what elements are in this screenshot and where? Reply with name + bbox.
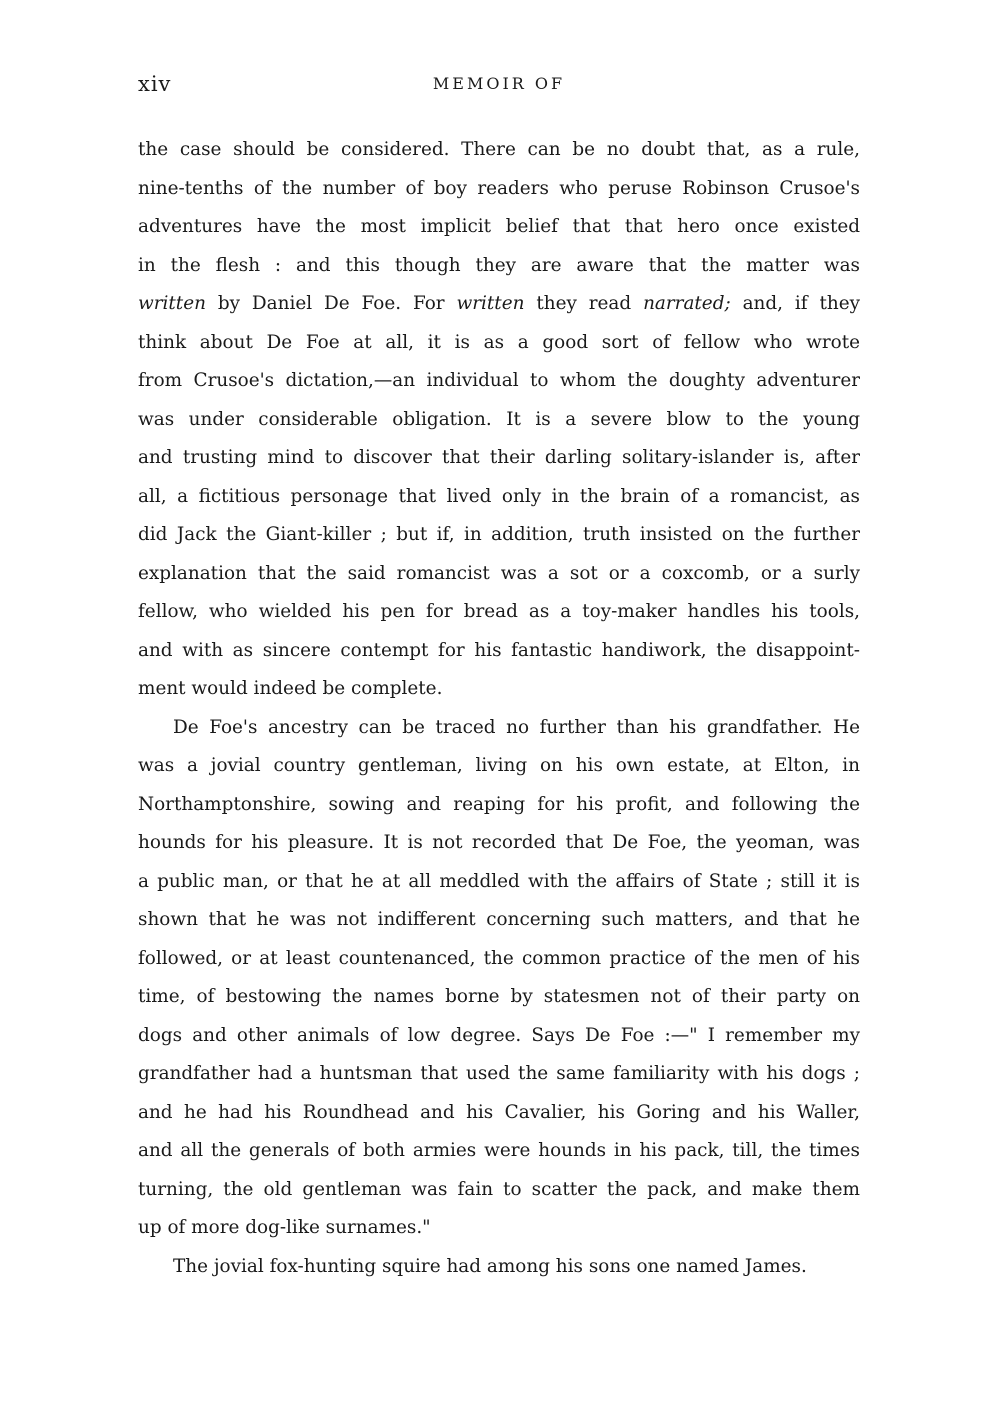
line-text: shown that he was not indifferent concerning such matters, and that he <box>138 909 860 930</box>
text-line <box>138 478 860 517</box>
line-text: they read <box>524 293 644 314</box>
text-line <box>138 747 860 786</box>
text-line <box>138 901 860 940</box>
line-text: and he had his Roundhead and his Cavalier, his Goring and his Waller, <box>138 1101 860 1123</box>
line-text: and, if they <box>730 293 860 314</box>
text-line <box>138 1132 860 1171</box>
line-text: the case should be considered. There can be no doubt that, as a rule, <box>138 139 860 160</box>
text-line <box>138 632 860 671</box>
line-text: grandfather had a huntsman that used the same familiarity with his dogs ; <box>138 1063 860 1084</box>
text-line <box>138 401 860 440</box>
line-text: The jovial fox-hunting squire had among his sons one named James. <box>173 1255 807 1277</box>
text-line <box>138 439 860 478</box>
page-header <box>138 72 860 102</box>
line-text: nine-tenths of the number of boy readers who peruse Robinson Crusoe's <box>138 177 860 199</box>
paragraph <box>138 709 860 1248</box>
running-head: MEMOIR OF <box>432 74 566 93</box>
text-line <box>138 555 860 594</box>
line-text: turning, the old gentleman was fain to scatter the pack, and make them <box>138 1178 860 1200</box>
line-text: Northamptonshire, sowing and reaping for his profit, and following the <box>138 793 860 815</box>
text-line <box>138 863 860 902</box>
line-text: up of more dog-like surnames." <box>138 1217 431 1238</box>
line-text: did Jack the Giant-killer ; but if, in addition, truth insisted on the further <box>138 524 860 545</box>
line-text: fellow, who wielded his pen for bread as a toy-maker handles his tools, <box>138 601 860 622</box>
text-line <box>138 285 860 324</box>
text-line <box>138 940 860 979</box>
line-text: in the flesh : and this though they are aware that the matter was <box>138 254 860 276</box>
italic-text: narrated; <box>643 293 731 314</box>
text-line <box>138 824 860 863</box>
text-line <box>138 593 860 632</box>
page-number: xiv <box>138 72 172 96</box>
text-line <box>138 709 860 748</box>
text-line <box>138 516 860 555</box>
line-text: was a jovial country gentleman, living on his own estate, at Elton, in <box>138 755 860 776</box>
text-line <box>138 1017 860 1056</box>
line-text: and trusting mind to discover that their darling solitary-islander is, after <box>138 447 860 468</box>
line-text: ment would indeed be complete. <box>138 678 443 699</box>
line-text: explanation that the said romancist was a sot or a coxcomb, or a surly <box>138 562 860 584</box>
paragraph <box>138 131 860 709</box>
text-line <box>138 362 860 401</box>
italic-text: written <box>138 293 206 314</box>
text-line <box>138 1209 860 1248</box>
line-text: all, a fictitious personage that lived only in the brain of a romancist, as <box>138 485 860 507</box>
line-text: De Foe's ancestry can be traced no further than his grandfather. He <box>173 716 860 738</box>
text-line <box>138 324 860 363</box>
text-line <box>138 978 860 1017</box>
text-line <box>138 1171 860 1210</box>
line-text: and all the generals of both armies were hounds in his pack, till, the times <box>138 1140 860 1161</box>
line-text: dogs and other animals of low degree. Says De Foe :—" I remember my <box>138 1024 860 1046</box>
paragraph <box>138 1248 860 1287</box>
text-line <box>138 670 860 709</box>
text-line <box>138 131 860 170</box>
text-line <box>138 208 860 247</box>
text-line <box>138 1248 860 1287</box>
line-text: a public man, or that he at all meddled with the affairs of State ; still it is <box>138 870 860 892</box>
text-line <box>138 247 860 286</box>
line-text: hounds for his pleasure. It is not recorded that De Foe, the yeoman, was <box>138 832 860 853</box>
text-line <box>138 170 860 209</box>
text-line <box>138 1055 860 1094</box>
line-text: adventures have the most implicit belief that that hero once existed <box>138 216 860 237</box>
line-text: time, of bestowing the names borne by statesmen not of their party on <box>138 986 860 1007</box>
line-text: followed, or at least countenanced, the common practice of the men of his <box>138 947 860 969</box>
page-body <box>138 131 860 1286</box>
line-text: think about De Foe at all, it is as a good sort of fellow who wrote <box>138 331 860 353</box>
text-line <box>138 786 860 825</box>
line-text: by Daniel De Foe. For <box>205 293 457 314</box>
line-text: was under considerable obligation. It is a severe blow to the young <box>138 408 860 430</box>
line-text: and with as sincere contempt for his fantastic handiwork, the disappoint- <box>138 639 860 661</box>
line-text: from Crusoe's dictation,—an individual to whom the doughty adventurer <box>138 370 860 391</box>
italic-text: written <box>456 293 525 314</box>
text-line <box>138 1094 860 1133</box>
